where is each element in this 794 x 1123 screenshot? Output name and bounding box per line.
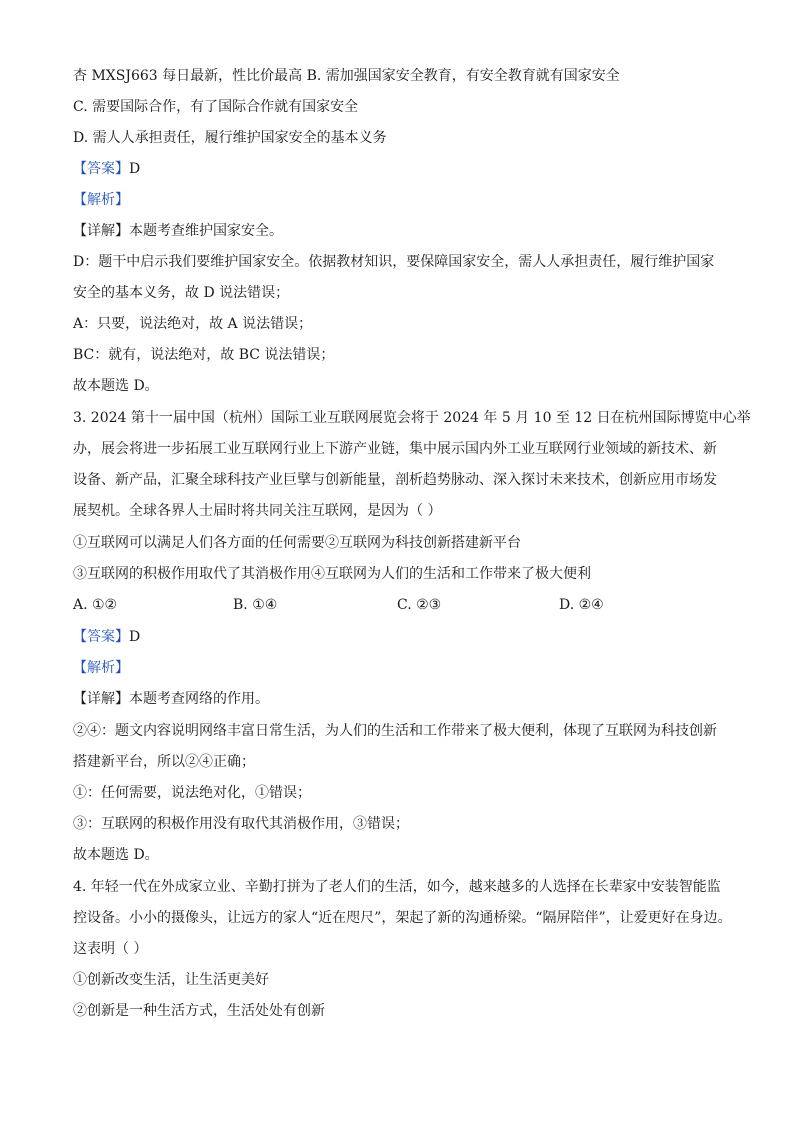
- answer-line: [73, 159, 140, 179]
- text-line: D. 需人人承担责任，履行维护国家安全的基本义务: [73, 130, 387, 146]
- answer-value: D: [129, 629, 141, 645]
- answer-value: D: [129, 161, 141, 177]
- option-d: D. ②④: [559, 597, 604, 613]
- detail-text: 本题考查维护国家安全。: [129, 223, 283, 239]
- text-line: 杏 MXSJ663 每日最新，性比价最高 B. 需加强国家安全教育，有安全教育就有国家安全: [73, 68, 620, 84]
- option-b: B. ①④: [233, 597, 278, 613]
- answer-tag: 【答案】: [73, 161, 129, 177]
- text-line: ②创新是一种生活方式，生活处处有创新: [73, 1003, 325, 1019]
- text-line: 故本题选 D。: [73, 378, 159, 394]
- option-c: C. ②③: [397, 597, 442, 613]
- option-a: A. ①②: [73, 597, 118, 613]
- answer-tag: 【答案】: [73, 629, 129, 645]
- text-line: ①互联网可以满足人们各方面的任何需要②互联网为科技创新搭建新平台: [73, 535, 521, 551]
- text-line: 故本题选 D。: [73, 847, 159, 863]
- question-4-line: 4. 年轻一代在外成家立业、辛勤打拼为了老人们的生活，如今，越来越多的人选择在长辈家中安装智能监: [73, 879, 721, 895]
- text-line: 这表明（ ）: [73, 941, 148, 957]
- text-line: BC：就有，说法绝对，故 BC 说法错误；: [73, 347, 335, 363]
- text-line: 展契机。全球各界人士届时将共同关注互联网，是因为（ ）: [73, 503, 442, 519]
- analysis-line: [73, 190, 129, 210]
- text-line: ①：任何需要，说法绝对化，①错误；: [73, 785, 311, 801]
- text-line: 办，展会将进一步拓展工业互联网行业上下游产业链，集中展示国内外工业互联网行业领域的新技术、新: [73, 441, 717, 457]
- detail-line: [73, 689, 269, 709]
- detail-line: [73, 221, 283, 241]
- text-line: 控设备。小小的摄像头，让远方的家人“近在咫尺”，架起了新的沟通桥梁。“隔屏陪伴”，让爱更好在身边。: [73, 910, 732, 926]
- text-line: ①创新改变生活，让生活更美好: [73, 972, 269, 988]
- analysis-tag: 【解析】: [73, 660, 129, 676]
- text-line: D：题干中启示我们要维护国家安全。依据教材知识，要保障国家安全，需人人承担责任，履行维护国家: [73, 254, 715, 270]
- text-line: A：只要，说法绝对，故 A 说法错误；: [73, 316, 313, 332]
- text-line: 搭建新平台，所以②④正确；: [73, 754, 255, 770]
- text-line: 设备、新产品，汇聚全球科技产业巨擘与创新能量，剖析趋势脉动、深入探讨未来技术，创新应用市场发: [73, 472, 717, 488]
- text-line: ③互联网的积极作用取代了其消极作用④互联网为人们的生活和工作带来了极大便利: [73, 566, 591, 582]
- text-line: C. 需要国际合作，有了国际合作就有国家安全: [73, 99, 359, 115]
- text-line: 安全的基本义务，故 D 说法错误；: [73, 285, 290, 301]
- detail-tag: 【详解】: [73, 223, 129, 239]
- detail-tag: 【详解】: [73, 691, 129, 707]
- text-line: ②④：题文内容说明网络丰富日常生活，为人们的生活和工作带来了极大便利，体现了互联网为科技创新: [73, 723, 717, 739]
- text-line: ③：互联网的积极作用没有取代其消极作用，③错误；: [73, 816, 409, 832]
- answer-line: [73, 627, 140, 647]
- detail-text: 本题考查网络的作用。: [129, 691, 269, 707]
- options-row: [73, 595, 713, 615]
- question-3-line: 3. 2024 第十一届中国（杭州）国际工业互联网展览会将于 2024 年 5 月 10 至 12 日在杭州国际博览中心举: [73, 410, 751, 426]
- analysis-line: [73, 658, 129, 678]
- analysis-tag: 【解析】: [73, 192, 129, 208]
